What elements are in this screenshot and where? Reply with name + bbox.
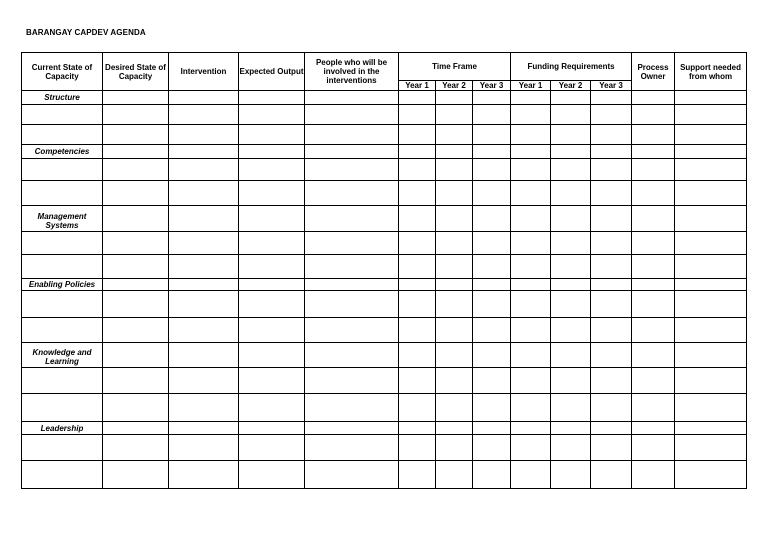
category-row-structure bbox=[22, 91, 747, 105]
category-knowledge-and-learning: Knowledge and Learning bbox=[22, 343, 103, 368]
table-row bbox=[22, 125, 747, 145]
table-row bbox=[22, 368, 747, 394]
document-title: BARANGAY CAPDEV AGENDA bbox=[26, 28, 146, 37]
category-row-enabling-policies bbox=[22, 279, 747, 291]
header-current-state: Current State of Capacity bbox=[22, 53, 103, 91]
category-row-knowledge-and-learning bbox=[22, 343, 747, 368]
header-people-involved: People who will be involved in the interventions bbox=[305, 53, 399, 91]
header-support-needed: Support needed from whom bbox=[675, 53, 747, 91]
header-funding-requirements: Funding Requirements bbox=[511, 53, 632, 81]
table-row bbox=[22, 318, 747, 343]
header-process-owner: Process Owner bbox=[632, 53, 675, 91]
category-row-leadership bbox=[22, 422, 747, 435]
time-frame-year-2: Year 2 bbox=[436, 81, 473, 91]
category-row-management-systems bbox=[22, 206, 747, 232]
category-leadership: Leadership bbox=[22, 422, 103, 435]
table-row bbox=[22, 291, 747, 318]
category-enabling-policies: Enabling Policies bbox=[22, 279, 103, 291]
time-frame-year-1: Year 1 bbox=[399, 81, 436, 91]
funding-year-2: Year 2 bbox=[551, 81, 591, 91]
table-row bbox=[22, 255, 747, 279]
funding-year-1: Year 1 bbox=[511, 81, 551, 91]
table-row bbox=[22, 232, 747, 255]
time-frame-year-3: Year 3 bbox=[473, 81, 511, 91]
header-time-frame: Time Frame bbox=[399, 53, 511, 81]
header-expected-output: Expected Output bbox=[239, 53, 305, 91]
table-row bbox=[22, 105, 747, 125]
table-row bbox=[22, 181, 747, 206]
header-intervention: Intervention bbox=[169, 53, 239, 91]
category-management-systems: Management Systems bbox=[22, 206, 103, 232]
funding-year-3: Year 3 bbox=[591, 81, 632, 91]
category-competencies: Competencies bbox=[22, 145, 103, 159]
category-structure: Structure bbox=[22, 91, 103, 105]
header-desired-state: Desired State of Capacity bbox=[103, 53, 169, 91]
header-row bbox=[22, 53, 747, 81]
table-row bbox=[22, 159, 747, 181]
capdev-agenda-table bbox=[21, 52, 747, 489]
table-row bbox=[22, 461, 747, 489]
table-row bbox=[22, 435, 747, 461]
category-row-competencies bbox=[22, 145, 747, 159]
table-row bbox=[22, 394, 747, 422]
